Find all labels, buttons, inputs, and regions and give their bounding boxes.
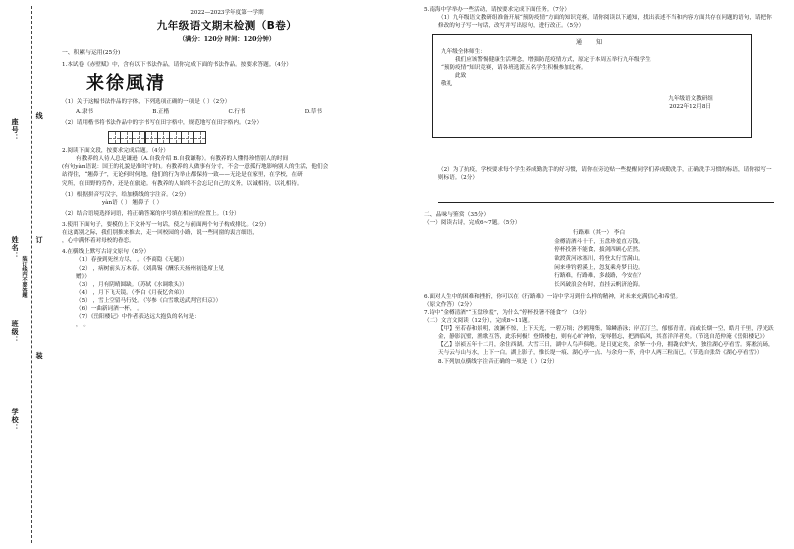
notice-title: 通 知 <box>576 39 608 47</box>
question-3: 3.使用下面句子，要模仿上下文补写一句话，使之与前面两个句子构成排比。（2分） <box>62 222 270 229</box>
question-2: 2.阅读下面文段，按要求完成后题。（4分） <box>62 148 169 155</box>
passage-line: 有教养的人待人总是谦逊（A.自我介绍 B.自我谦称）。有教养的人懂得珍惜别人的时间 <box>76 156 289 163</box>
question-3-sentence: 在这离别之际，我们别推来推去，走一回校园的小路，说一些同窗的衷言细语， <box>62 230 258 237</box>
passage-jia: 【甲】至若春和景明，波澜不惊，上下天光，一碧万顷；沙鸥翔集，锦鳞游泳；岸芷汀兰，郁郁青青。而或长烟一空，皓月千里，浮光跃金，静影沉璧，渔歌互答，此乐何极！登斯楼也，则有心旷神怡，宠辱偕忘，把酒临风，其喜洋洋者矣。（节选自范仲淹《岳阳楼记》） <box>438 326 774 341</box>
sidebar-ding-mark: 订 <box>35 236 45 244</box>
notice-body: 我们应该警惕健康生活理念，增强防范疫情方式，原定于本周五举行九年级学生 <box>455 57 651 64</box>
passage-line: (有句yàn语说：国王的礼貌是准时守时)。有教养的人做事有分寸，不会一意孤行地影响别人的生活，他们会 <box>62 164 329 171</box>
question-3-blank[interactable]: ，心中满怀着对母校的眷恋。 <box>62 238 135 245</box>
question-5-1: （1）九年级语文教研组准备开展“预防疫情”方面的知识竞赛，请你阅读以下通知，找出表述不当和内容方面共存在问题的语句，请把你修改的句子写一句话，改写并写出原句，进行改正。（5分） <box>438 15 772 30</box>
recitation-item[interactable]: （6）一曲新词酒一杯， 。 <box>76 306 143 313</box>
answer-line[interactable] <box>438 193 774 203</box>
grid-cell[interactable] <box>181 131 194 144</box>
question-1-2: （2）请用楷书将书法作品中的字书写在田字格中，规范地写在田字格内。（2分） <box>62 120 263 127</box>
question-8: 8.下列加点横线字注音正确的一项是（ ）（2分） <box>438 358 558 365</box>
calligraphy-image <box>86 73 166 95</box>
binding-line <box>31 6 32 543</box>
exam-meta: （满分：120分 时间：120分钟） <box>178 36 276 44</box>
poem-line: 金樽清酒斗十千，玉盘珍羞直万钱。 <box>554 238 644 245</box>
calligraphy-char: 風 <box>126 72 146 94</box>
seat-number-label: 座号： <box>11 118 21 142</box>
sidebar-zhuang-mark: 装 <box>35 352 45 360</box>
calligraphy-char: 来 <box>86 72 106 94</box>
calligraphy-char: 徐 <box>106 72 126 94</box>
notice-body: “预防疫情”知识竞赛，请各班选派五名学生积极参加比赛。 <box>441 65 587 72</box>
school-label: 学校： <box>11 408 21 432</box>
option-d: D.草书 <box>304 108 322 115</box>
passage-line: 究所，在田野的劳作，还是在旅途。有教养的人始终不会忘记自己的义务，以诚相待，以礼相待。 <box>62 180 303 187</box>
notice-box <box>432 34 752 138</box>
recitation-item[interactable]: （7）《岳阳楼记》中作者表达远大抱负的名句是： <box>76 314 200 321</box>
poem-title: 行路难（其一） 李白 <box>572 230 626 237</box>
recitation-item[interactable]: （2） ，病树前头万木春。（刘禹锡《酬乐天扬州初逢席上见 <box>76 265 224 272</box>
no-answer-warning: 装订线内不要答题 <box>21 256 28 298</box>
poem-line: 长风破浪会有时，直挂云帆济沧海。 <box>554 281 644 288</box>
notice-date: 2022年12月8日 <box>669 103 711 110</box>
grid-cell[interactable] <box>120 131 133 144</box>
section-two-heading: 二、品味与鉴赏（35分） <box>424 211 490 218</box>
tianzige-grid[interactable] <box>108 131 392 144</box>
notice-closing: 敬礼 <box>441 81 453 88</box>
question-5: 5.南海中学举办一些活动，请按要求完成下面任务。（7分） <box>424 7 570 13</box>
recitation-item[interactable]: （3） ，月有阴晴圆缺。（苏轼《水调歌头》） <box>76 281 188 288</box>
subsection-classical: （二）文言文阅读（12分），完成8~11题。 <box>424 317 534 324</box>
option-a: A.隶书 <box>76 108 94 115</box>
option-c: C.行书 <box>228 108 246 115</box>
option-b: B.正楷 <box>152 108 170 115</box>
poem-line: 停杯投箸不能食，拔剑四顾心茫然。 <box>554 247 644 254</box>
question-5-2: （2）为了抗疫，学校要求每个学生养成勤洗手的好习惯，请你在旁边贴一些提醒同学们养成勤洗手，正确洗手习惯的标语，请你拟写一则标语。（2分） <box>438 167 772 182</box>
recitation-item[interactable]: （5） ，雪上空留马行处。（岑参《白雪歌送武判官归京》） <box>76 298 222 304</box>
poem-line: 行路难，行路难，多歧路，今安在？ <box>554 273 644 280</box>
grid-cell[interactable] <box>157 131 170 144</box>
grid-cell[interactable] <box>193 131 206 144</box>
class-label: 班级： <box>11 320 21 344</box>
pinyin-answer-blanks[interactable]: yàn语（ ） 翘鼻子（ ） <box>102 199 163 206</box>
left-column <box>62 0 392 329</box>
grid-cell[interactable] <box>169 131 182 144</box>
question-1: 1.本试卷《赤壁赋》中，含有以下书法作品，请你完成下面的书法作品。按要求答题。（4分） <box>62 61 292 68</box>
exam-title: 九年级语文期末检测（B卷） <box>156 20 298 33</box>
grid-cell[interactable] <box>108 131 121 144</box>
grid-cell[interactable] <box>132 131 145 144</box>
notice-signature: 九年级语文教研组 <box>668 95 713 102</box>
notice-salutation: 九年级全体师生： <box>441 49 486 56</box>
calligraphy-char: 清 <box>146 72 166 94</box>
subsection-poem: （一）阅读古诗，完成6~7题。（5分） <box>424 219 521 226</box>
question-6: 6.面对人生中的困难和挫折，你可以在《行路难》一诗中学习到什么样的精神，对未来充满信心和希望。 <box>424 293 682 300</box>
question-7: 7.诗中“金樽清酒”“玉盘珍羞”，为什么“停杯投箸不能食”？（3分） <box>424 309 590 316</box>
recitation-item[interactable]: （4） ，月下飞天镜。（李白《月夜忆舍弟》） <box>76 289 188 296</box>
question-6-answer[interactable]: （原文作答）（2分） <box>424 301 476 308</box>
notice-closing: 此致 <box>455 73 467 80</box>
recitation-item: 赠》） <box>76 273 90 280</box>
passage-line: 站得住，“翘鼻子”，无论何时何地，他们的行为举止都保持一致——无论是在家里，在学校，在研 <box>62 172 303 179</box>
right-column <box>424 6 774 366</box>
question-1-1: （1）关于这幅书法作品的字体，下列选项正确的一项是（ ）（2分） <box>62 98 231 105</box>
poem <box>424 229 774 290</box>
section-one-heading: 一、积累与运用(25分) <box>62 50 121 57</box>
question-2-1: （1）根据拼音写汉字，给加横线的字注音。（2分） <box>62 191 190 198</box>
poem-line: 欲渡黄河冰塞川，将登太行雪满山。 <box>554 256 644 263</box>
passage-yi: 【乙】崇祯五年十二月，余住西湖。大雪三日，湖中人鸟声俱绝。是日更定矣，余拏一小舟，拥毳衣炉火，独往湖心亭看雪。雾凇沆砀，天与云与山与水，上下一白。湖上影子，惟长堤一痕、湖心亭一点、与余舟一芥，舟中人两三粒而已。（节选自张岱《湖心亭看雪》） <box>438 342 774 357</box>
question-4: 4.在横线上默写古诗文原句（8分） <box>62 249 150 256</box>
sidebar-line-mark: 线 <box>35 112 45 120</box>
term-subtitle: 2022—2023学年度第一学期 <box>190 10 264 16</box>
grid-cell[interactable] <box>145 131 158 144</box>
poem-line: 闲来垂钓碧溪上，忽复乘舟梦日边。 <box>554 264 644 271</box>
recitation-item[interactable]: ， 。 <box>76 322 89 329</box>
question-2-2: （2）结合语境选择词语，将正确答案的序号填在相应的位置上。（1分） <box>62 210 240 217</box>
recitation-item[interactable]: （1）春蚕到死丝方尽， 。（李商隐《无题》） <box>76 257 188 264</box>
question-1-options <box>62 108 322 116</box>
name-label: 姓名： <box>11 236 21 260</box>
